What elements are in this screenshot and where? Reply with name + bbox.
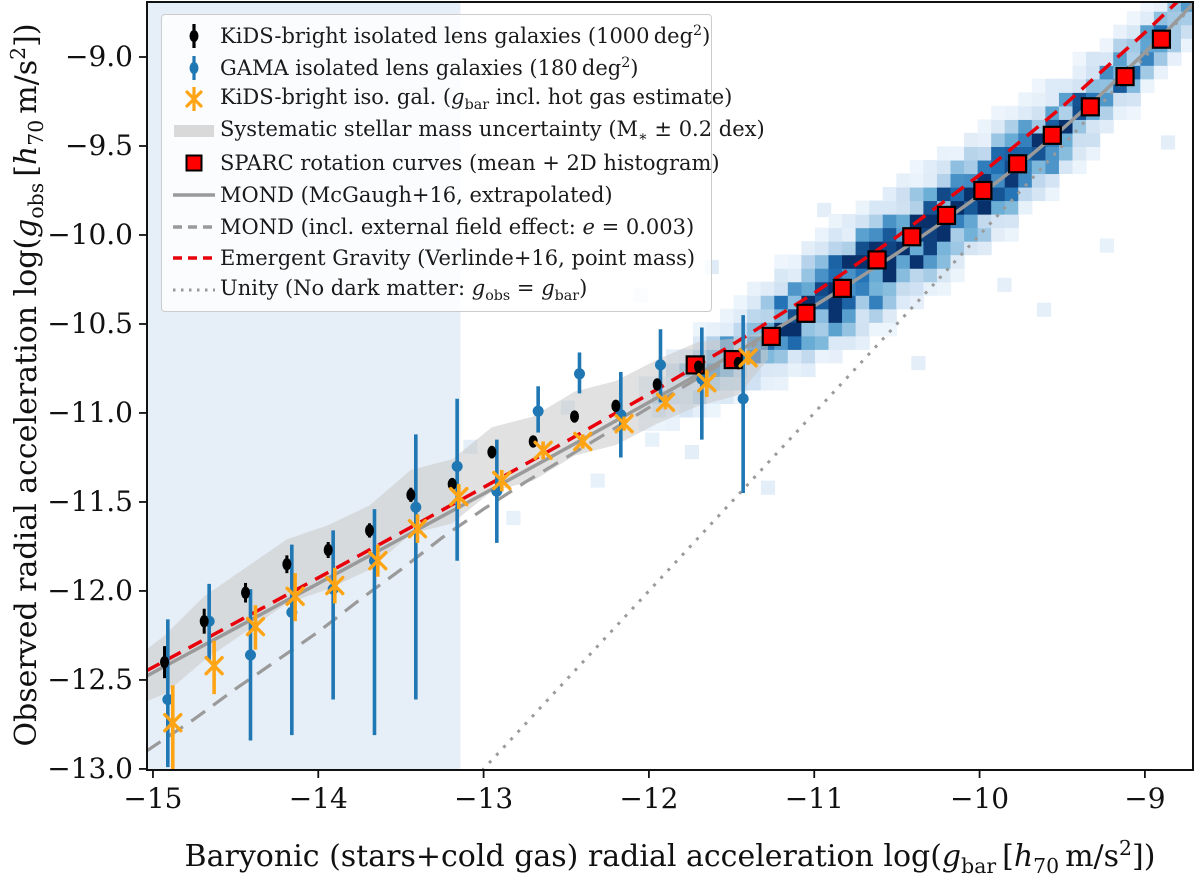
sparc-mean-square [763, 328, 780, 345]
histogram-cell [774, 282, 788, 296]
histogram-cell [788, 268, 802, 282]
legend-item-8 [168, 274, 705, 306]
histogram-cell [1032, 187, 1046, 201]
histogram-cell [923, 187, 937, 201]
histogram-cell [1032, 79, 1046, 93]
legend-item-0 [168, 20, 711, 52]
histogram-cell [706, 322, 720, 336]
histogram-cell [1127, 92, 1141, 106]
legend-label-2: KiDS-bright iso. gal. ($g_{bar}$ incl. hot gas estimate) [220, 85, 733, 114]
histogram-cell [978, 241, 992, 255]
legend-marker-5 [168, 181, 220, 209]
histogram-cell [923, 160, 937, 174]
histogram-cell [991, 228, 1005, 242]
histogram-cell [815, 322, 829, 336]
histogram-cell [828, 309, 842, 323]
legend-item-3 [168, 115, 765, 147]
histogram-cell [788, 336, 802, 350]
histogram-cell [1113, 92, 1127, 106]
histogram-cell [1086, 133, 1100, 147]
histogram-cell [1032, 106, 1046, 120]
histogram-cell [815, 349, 829, 363]
histogram-cell [801, 349, 815, 363]
legend-item-7 [168, 242, 705, 274]
histogram-cell [788, 349, 802, 363]
histogram-cell [869, 322, 883, 336]
histogram-cell [978, 146, 992, 160]
data-point [574, 368, 585, 379]
histogram-cell [815, 268, 829, 282]
data-point [694, 360, 703, 372]
histogram-cell [1059, 146, 1073, 160]
histogram-cell [978, 119, 992, 133]
histogram-cell [869, 214, 883, 228]
histogram-cell [666, 417, 680, 431]
legend-marker-6 [168, 213, 220, 241]
legend-label-8: Unity (No dark matter: $g_{obs} = g_{bar}$) [220, 276, 588, 305]
legend-label-1: GAMA isolated lens galaxies (180 deg$^2$) [220, 55, 639, 81]
data-point [406, 489, 415, 501]
histogram-cell [801, 255, 815, 269]
legend-item-4 [168, 147, 720, 179]
histogram-cell [774, 255, 788, 269]
histogram-cell [720, 309, 734, 323]
histogram-cell [1073, 146, 1087, 160]
histogram-cell [910, 187, 924, 201]
histogram-cell [828, 322, 842, 336]
histogram-cell [910, 201, 924, 215]
histogram-cell [761, 376, 775, 390]
histogram-cell [842, 214, 856, 228]
data-point [245, 650, 256, 661]
sparc-mean-square [1153, 31, 1170, 48]
histogram-cell [896, 201, 910, 215]
histogram-cell [978, 201, 992, 215]
histogram-cell [937, 282, 951, 296]
histogram-cell [747, 309, 761, 323]
histogram-cell [828, 349, 842, 363]
histogram-cell [1086, 146, 1100, 160]
histogram-cell [761, 481, 775, 495]
legend-item-6 [168, 211, 705, 243]
histogram-cell [1005, 201, 1019, 215]
legend-marker-7 [168, 244, 220, 272]
histogram-cell [1059, 160, 1073, 174]
histogram-cell [910, 173, 924, 187]
histogram-cell [815, 241, 829, 255]
histogram-cell [774, 376, 788, 390]
histogram-cell [1018, 92, 1032, 106]
legend-marker-4 [168, 149, 220, 177]
histogram-cell [1140, 65, 1154, 79]
histogram-cell [856, 295, 870, 309]
histogram-cell [1005, 228, 1019, 242]
histogram-cell [1045, 187, 1059, 201]
sparc-mean-square [1082, 98, 1099, 115]
histogram-cell [896, 173, 910, 187]
histogram-cell [842, 322, 856, 336]
histogram-cell [1154, 52, 1168, 66]
data-point [410, 502, 421, 513]
sparc-mean-square [938, 207, 955, 224]
histogram-cell [883, 282, 897, 296]
y-tick-label: −12.0 [47, 573, 133, 607]
histogram-cell [991, 119, 1005, 133]
legend-label-0: KiDS-bright isolated lens galaxies (1000 deg$^2$) [220, 23, 711, 49]
histogram-cell [774, 268, 788, 282]
histogram-cell [883, 268, 897, 282]
histogram-cell [1032, 173, 1046, 187]
y-tick-label: −10.5 [47, 306, 133, 340]
x-tick-label: −13 [454, 782, 514, 815]
histogram-cell [506, 511, 520, 525]
x-axis-label: Baryonic (stars+cold gas) radial acceleration $\log(g_{bar}$ [$h_{70}$ $m/s^2$]) [184, 836, 1156, 878]
x-tick-label: −15 [123, 782, 183, 815]
histogram-cell [761, 282, 775, 296]
data-point [365, 524, 374, 536]
histogram-cell [1005, 106, 1019, 120]
histogram-cell [978, 160, 992, 174]
histogram-cell [964, 214, 978, 228]
histogram-cell [828, 214, 842, 228]
histogram-cell [937, 228, 951, 242]
data-point [738, 393, 749, 404]
histogram-cell [991, 187, 1005, 201]
histogram-cell [1018, 106, 1032, 120]
legend-item-5 [168, 179, 705, 211]
histogram-cell [856, 228, 870, 242]
histogram-cell [856, 214, 870, 228]
histogram-cell [1073, 133, 1087, 147]
histogram-cell [720, 322, 734, 336]
histogram-cell [937, 255, 951, 269]
histogram-cell [801, 282, 815, 296]
histogram-cell [788, 363, 802, 377]
data-point [160, 656, 169, 668]
legend-item-1 [168, 52, 705, 84]
histogram-cell [815, 228, 829, 242]
histogram-cell [937, 241, 951, 255]
histogram-cell [896, 282, 910, 296]
histogram-cell [774, 295, 788, 309]
histogram-cell [1113, 106, 1127, 120]
histogram-cell [978, 228, 992, 242]
histogram-cell [761, 295, 775, 309]
histogram-cell [883, 187, 897, 201]
histogram-cell [788, 282, 802, 296]
histogram-cell [856, 336, 870, 350]
histogram-cell [923, 268, 937, 282]
data-point [533, 406, 544, 417]
histogram-cell [788, 255, 802, 269]
histogram-cell [937, 187, 951, 201]
histogram-cell [937, 160, 951, 174]
legend-marker-8 [168, 276, 220, 304]
histogram-cell [747, 295, 761, 309]
histogram-cell [896, 295, 910, 309]
x-tick-label: −11 [784, 782, 844, 815]
histogram-cell [951, 146, 965, 160]
histogram-cell [828, 228, 842, 242]
histogram-cell [1086, 65, 1100, 79]
legend-label-6: MOND (incl. external field effect: e = 0.003) [220, 214, 695, 239]
histogram-cell [856, 201, 870, 215]
x-tick-label: −10 [950, 782, 1010, 815]
histogram-cell [856, 322, 870, 336]
histogram-cell [801, 241, 815, 255]
histogram-cell [964, 160, 978, 174]
histogram-cell [869, 309, 883, 323]
y-tick-label: −10.0 [47, 217, 133, 251]
histogram-cell [1032, 160, 1046, 174]
histogram-cell [1127, 106, 1141, 120]
sparc-mean-square [903, 228, 920, 245]
histogram-cell [1073, 160, 1087, 174]
histogram-cell [1045, 146, 1059, 160]
y-axis-label: Observed radial acceleration $\log(g_{obs}$ [$h_{70}$ $m/s^2$]) [6, 23, 48, 747]
histogram-cell [883, 214, 897, 228]
histogram-cell [842, 309, 856, 323]
histogram-cell [685, 445, 699, 459]
histogram-cell [923, 241, 937, 255]
histogram-cell [828, 241, 842, 255]
histogram-cell [1005, 214, 1019, 228]
data-point [282, 558, 291, 570]
histogram-cell [1100, 239, 1114, 253]
y-tick-label: −12.5 [47, 662, 133, 696]
histogram-cell [828, 336, 842, 350]
histogram-cell [801, 268, 815, 282]
sparc-mean-square [1117, 68, 1134, 85]
sparc-mean-square [869, 251, 886, 268]
sparc-mean-square [1044, 127, 1061, 144]
histogram-cell [1113, 25, 1127, 39]
data-point [653, 378, 662, 390]
data-point [452, 461, 463, 472]
histogram-cell [910, 282, 924, 296]
histogram-cell [978, 214, 992, 228]
histogram-cell [1086, 52, 1100, 66]
histogram-cell [951, 255, 965, 269]
histogram-cell [734, 309, 748, 323]
histogram-cell [1086, 119, 1100, 133]
histogram-cell [910, 255, 924, 269]
histogram-cell [815, 255, 829, 269]
histogram-cell [910, 268, 924, 282]
x-tick-label: −14 [288, 782, 348, 815]
histogram-cell [951, 173, 965, 187]
histogram-cell [801, 322, 815, 336]
legend-marker-3 [168, 117, 220, 145]
histogram-cell [937, 173, 951, 187]
histogram-cell [774, 349, 788, 363]
histogram-cell [883, 309, 897, 323]
histogram-cell [693, 322, 707, 336]
legend-marker-2 [168, 85, 220, 113]
sparc-mean-square [1009, 155, 1026, 172]
data-point [611, 400, 620, 412]
histogram-cell [896, 268, 910, 282]
histogram-cell [747, 282, 761, 296]
legend-label-4: SPARC rotation curves (mean + 2D histogram) [220, 151, 720, 176]
histogram-cell [774, 363, 788, 377]
histogram-cell [883, 322, 897, 336]
histogram-cell [964, 241, 978, 255]
legend-marker-0 [168, 22, 220, 50]
data-point [487, 446, 496, 458]
histogram-cell [883, 295, 897, 309]
legend-label-3: Systematic stellar mass uncertainty ($M_∗ \pm 0.2$ dex) [220, 117, 765, 146]
histogram-cell [591, 474, 605, 488]
histogram-cell [896, 255, 910, 269]
legend [161, 14, 765, 312]
histogram-cell [910, 160, 924, 174]
legend-label-5: MOND (McGaugh+16, extrapolated) [220, 182, 613, 207]
histogram-cell [937, 268, 951, 282]
data-point [200, 615, 209, 627]
histogram-cell [828, 255, 842, 269]
histogram-cell [896, 187, 910, 201]
histogram-cell [1073, 52, 1087, 66]
histogram-cell [1154, 65, 1168, 79]
histogram-cell [869, 295, 883, 309]
x-tick-label: −9 [1124, 782, 1166, 815]
histogram-cell [1167, 52, 1181, 66]
histogram-cell [869, 228, 883, 242]
histogram-cell [734, 322, 748, 336]
histogram-cell [801, 336, 815, 350]
y-tick-label: −11.0 [47, 395, 133, 429]
histogram-cell [815, 336, 829, 350]
data-point [241, 587, 250, 599]
histogram-cell [1127, 11, 1141, 25]
histogram-cell [842, 336, 856, 350]
histogram-cell [645, 433, 659, 447]
histogram-cell [801, 363, 815, 377]
y-tick-label: −11.5 [47, 484, 133, 518]
histogram-cell [1018, 187, 1032, 201]
histogram-cell [951, 160, 965, 174]
histogram-cell [911, 356, 925, 370]
histogram-cell [856, 282, 870, 296]
histogram-cell [869, 282, 883, 296]
histogram-cell [1161, 135, 1175, 149]
histogram-cell [883, 201, 897, 215]
y-tick-label: −9.0 [65, 39, 133, 73]
histogram-cell [923, 255, 937, 269]
histogram-cell [815, 309, 829, 323]
histogram-cell [1045, 92, 1059, 106]
histogram-cell [997, 278, 1011, 292]
sparc-mean-square [974, 182, 991, 199]
histogram-cell [1100, 119, 1114, 133]
y-tick-label: −9.5 [65, 128, 133, 162]
histogram-cell [869, 201, 883, 215]
histogram-cell [1037, 303, 1051, 317]
sparc-mean-square [797, 305, 814, 322]
histogram-cell [896, 214, 910, 228]
histogram-cell [951, 268, 965, 282]
histogram-cell [964, 133, 978, 147]
histogram-cell [842, 255, 856, 269]
histogram-cell [788, 322, 802, 336]
histogram-cell [1045, 173, 1059, 187]
histogram-cell [1018, 201, 1032, 215]
histogram-cell [978, 133, 992, 147]
legend-label-7: Emergent Gravity (Verlinde+16, point mass) [220, 246, 696, 271]
histogram-cell [856, 309, 870, 323]
legend-item-2 [168, 84, 733, 116]
histogram-cell [761, 309, 775, 323]
legend-marker-1 [168, 54, 220, 82]
histogram-cell [842, 228, 856, 242]
histogram-cell [1100, 38, 1114, 52]
data-point [570, 410, 579, 422]
histogram-cell [734, 295, 748, 309]
y-tick-label: −13.0 [47, 751, 133, 785]
histogram-cell [1100, 106, 1114, 120]
x-tick-label: −12 [619, 782, 679, 815]
data-point [655, 359, 666, 370]
sparc-mean-square [834, 280, 851, 297]
histogram-cell [923, 173, 937, 187]
histogram-cell [1140, 79, 1154, 93]
histogram-cell [991, 106, 1005, 120]
histogram-cell [991, 133, 1005, 147]
histogram-cell [1032, 92, 1046, 106]
histogram-cell [937, 146, 951, 160]
histogram-cell [1005, 119, 1019, 133]
histogram-cell [1059, 106, 1073, 120]
histogram-cell [1073, 65, 1087, 79]
histogram-cell [842, 241, 856, 255]
data-point [324, 544, 333, 556]
histogram-cell [706, 403, 720, 417]
histogram-cell [964, 146, 978, 160]
histogram-cell [1059, 79, 1073, 93]
histogram-cell [1045, 79, 1059, 93]
histogram-cell [1100, 52, 1114, 66]
histogram-cell [951, 228, 965, 242]
